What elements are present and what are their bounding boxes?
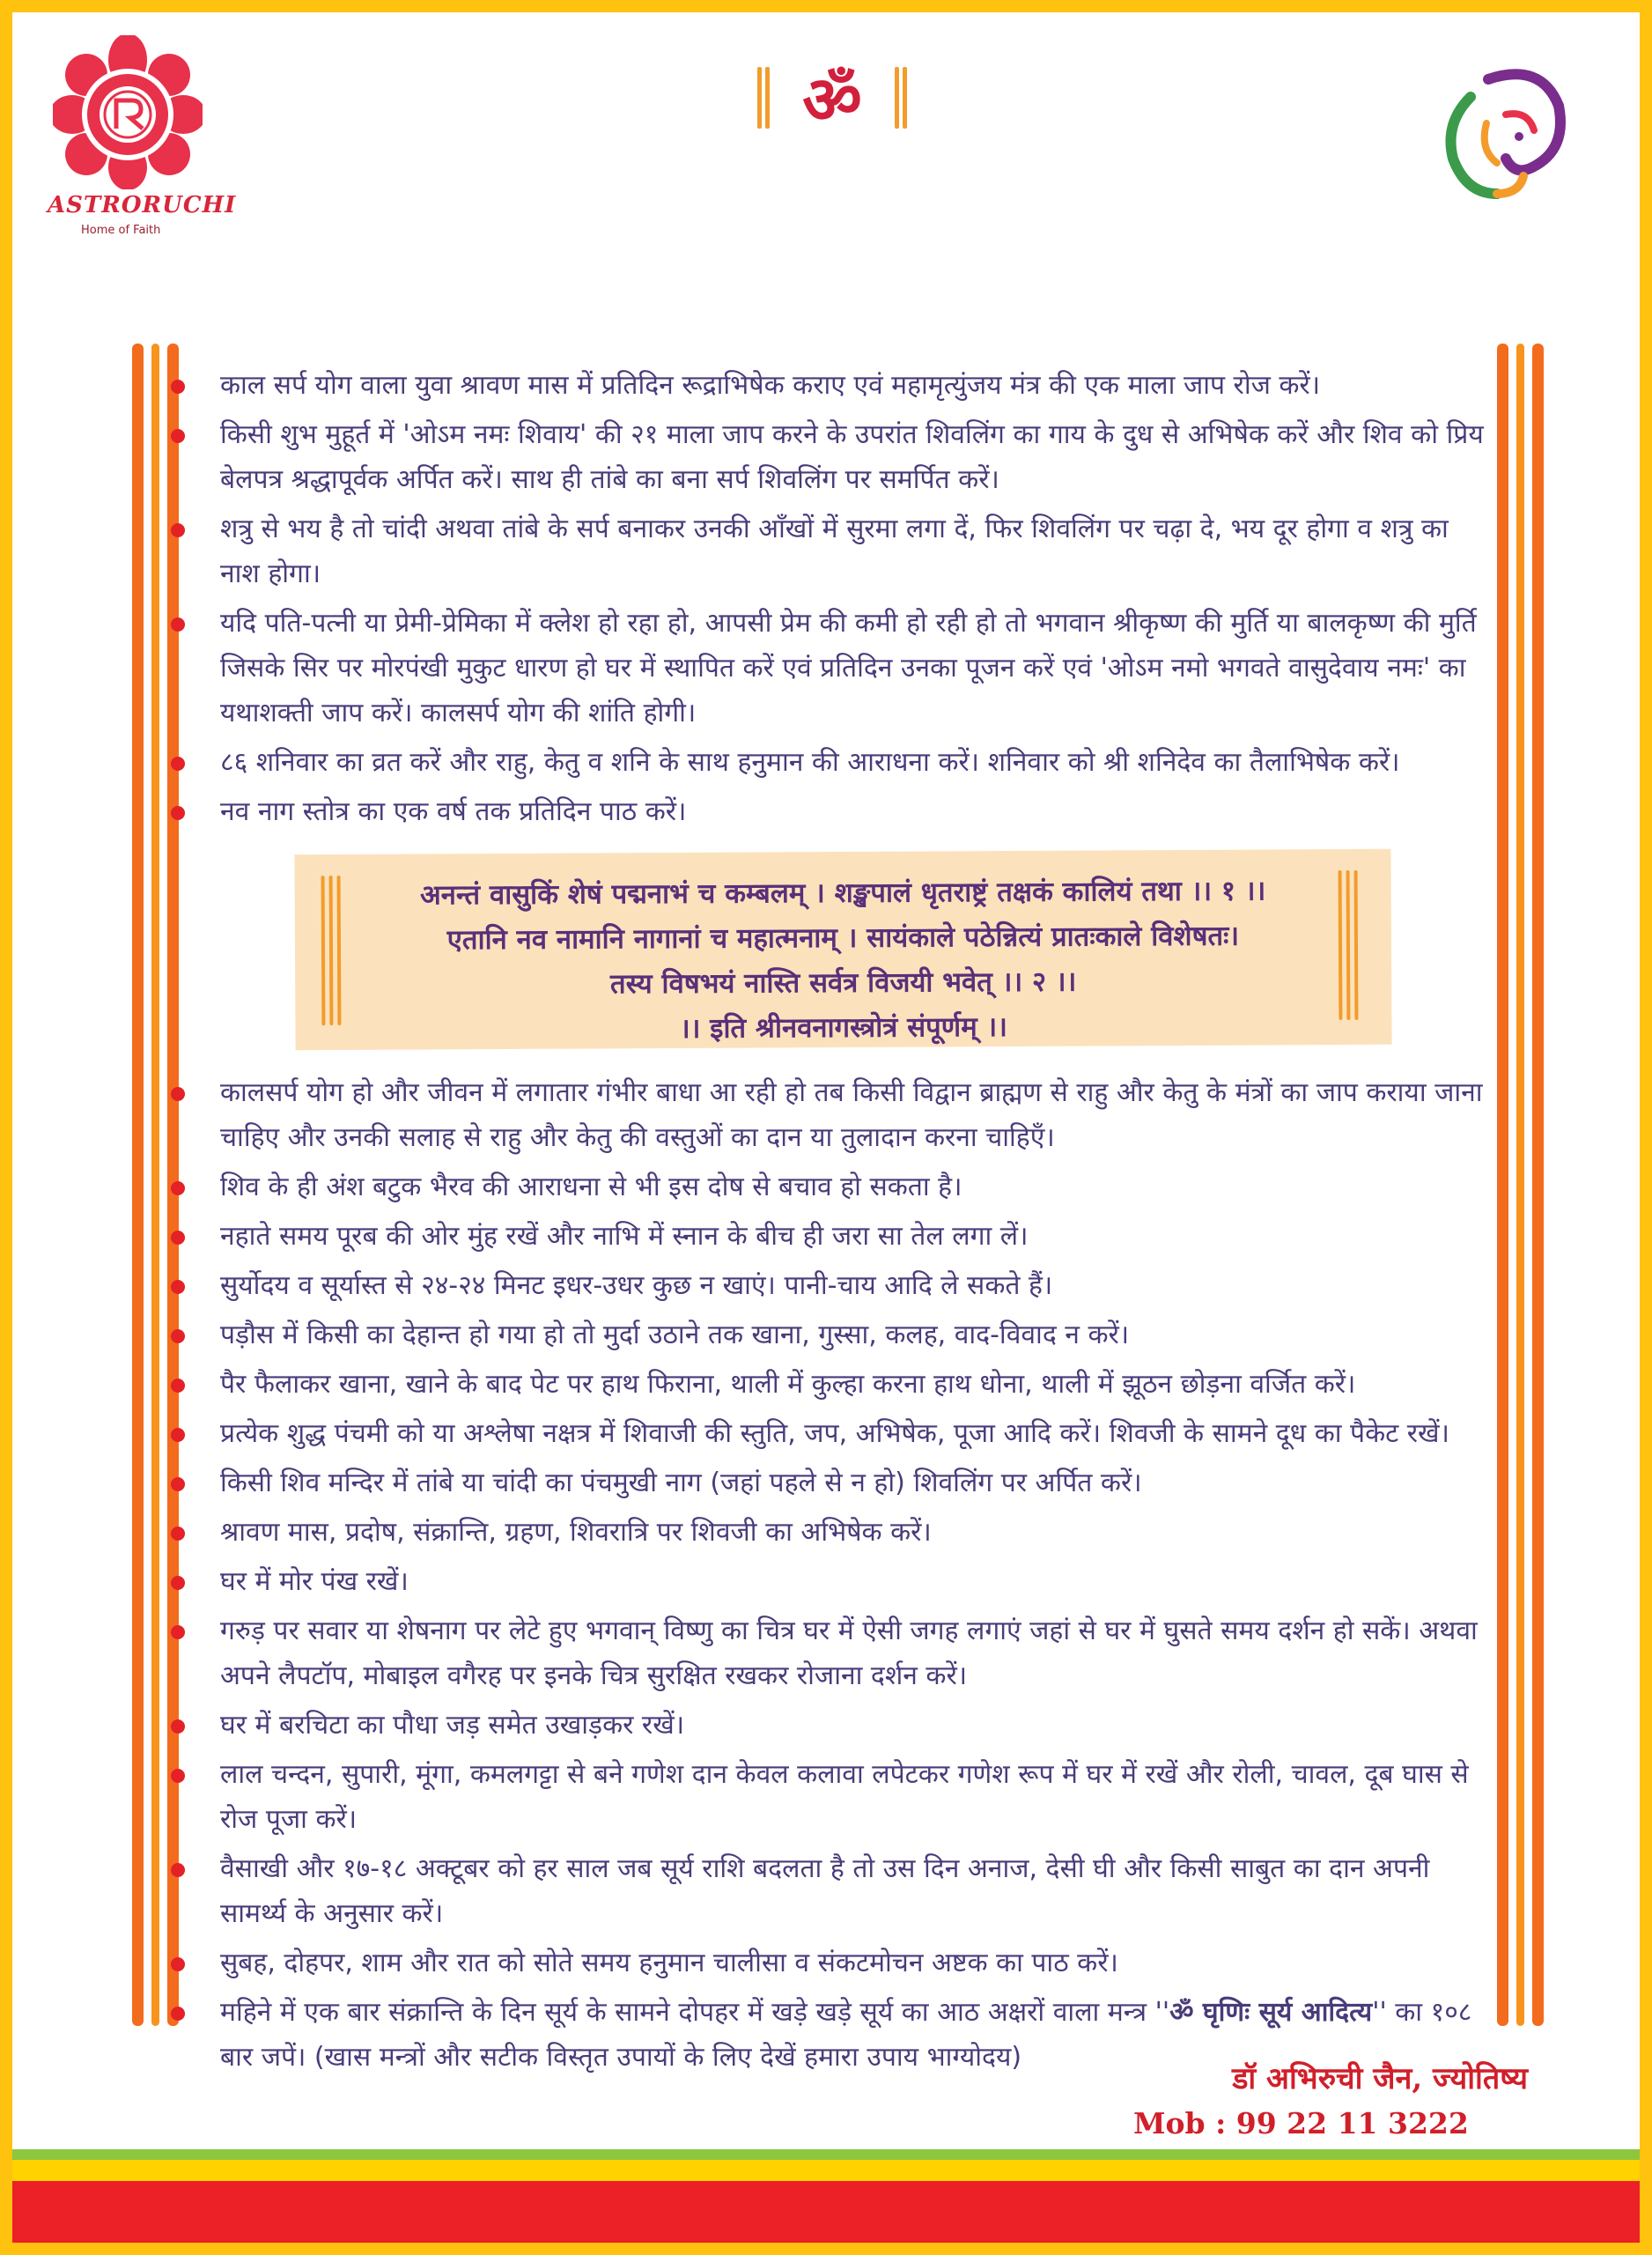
list-item: ८६ शनिवार का व्रत करें और राहु, केतु व शनि के साथ हनुमान की आराधना करें। शनिवार को श्री शनिदेव का तैलाभिषेक करें। [167, 740, 1488, 785]
right-border-stripes [1497, 344, 1550, 2026]
list-item: घर में मोर पंख रखें। [167, 1559, 1488, 1604]
footer-green-band [12, 2149, 1640, 2160]
list-item: गरुड़ पर सवार या शेषनाग पर लेटे हुए भगवान् विष्णु का चित्र घर में ऐसी जगह लगाएं जहां से घर में घुसते समय दर्शन हो सकें। अथवा अपने लैपटॉप, मोबाइल वगैरह पर इनके चित्र सुरक्षित रखकर रोजाना दर्शन करें। [167, 1608, 1488, 1698]
astroruchi-logo [46, 35, 237, 242]
stotra-right-bars [1339, 870, 1366, 1020]
stotra-line: अनन्तं वासुकिं शेषं पद्मनाभं च कम्बलम् । शङ्खपालं धृतराष्ट्रं तक्षकं कालियं तथा ।। १ ।। [419, 875, 1266, 912]
om-right-bar [895, 67, 899, 129]
list-item: शत्रु से भय है तो चांदी अथवा तांबे के सर्प बनाकर उनकी आँखों में सुरमा लगा दें, फिर शिवलिंग पर चढ़ा दे, भय दूर होगा व शत्रु का नाश होगा। [167, 506, 1488, 596]
list-item: किसी शुभ मुहूर्त में 'ओऽम नमः शिवाय' की २१ माला जाप करने के उपरांत शिवलिंग का गाय के दुध से अभिषेक करें और शिव को प्रिय बेलपत्र श्रद्धापूर्वक अर्पित करें। साथ ही तांबे का बना सर्प शिवलिंग पर समर्पित करें। [167, 412, 1488, 502]
list-item: वैसाखी और १७-१८ अक्टूबर को हर साल जब सूर्य राशि बदलता है तो उस दिन अनाज, देसी घी और किसी साबुत का दान अपनी सामर्थ्य के अनुसार करें। [167, 1846, 1488, 1936]
mantra-intro: महिने में एक बार संक्रान्ति के दिन सूर्य के सामने दोपहर में खड़े खड़े सूर्य का आठ अक्षरों वाला मन्त्र '' [220, 1997, 1170, 2028]
list-item: नव नाग स्तोत्र का एक वर्ष तक प्रतिदिन पाठ करें। [167, 789, 1488, 834]
list-item: नहाते समय पूरब की ओर मुंह रखें और नाभि में स्नान के बीच ही जरा सा तेल लगा लें। [167, 1214, 1488, 1259]
om-left-bar-2 [765, 67, 770, 129]
footer-yellow-band [12, 2160, 1640, 2181]
list-item: प्रत्येक शुद्ध पंचमी को या अश्लेषा नक्षत्र में शिवाजी की स्तुति, जप, अभिषेक, पूजा आदि करें। शिवजी के सामने दूध का पैकेट रखें। [167, 1411, 1488, 1456]
list-item: यदि पति-पत्नी या प्रेमी-प्रेमिका में क्लेश हो रहा हो, आपसी प्रेम की कमी हो रही हो तो भगवान श्रीकृष्ण की मुर्ति या बालकृष्ण की मुर्ति जिसके सिर पर मोरपंखी मुकुट धारण हो घर में स्थापित करें एवं प्रतिदिन उनका पूजन करें एवं 'ओऽम नमो भगवते वासुदेवाय नमः' का यथाशक्ती जाप करें। कालसर्प योग की शांति होगी। [167, 601, 1488, 736]
list-item: सुबह, दोहपर, शाम और रात को सोते समय हनुमान चालीसा व संकटमोचन अष्टक का पाठ करें। [167, 1941, 1488, 1985]
list-item: कालसर्प योग हो और जीवन में लगातार गंभीर बाधा आ रही हो तब किसी विद्वान ब्राह्मण से राहु और केतु के मंत्रों का जाप कराया जाना चाहिए और उनकी सलाह से राहु और केतु की वस्तुओं का दान या तुलादान करना चाहिएँ। [167, 1070, 1488, 1160]
author-signature [1132, 2057, 1528, 2147]
stotra-left-bars [321, 876, 349, 1025]
mantra-outro: '' का १०८ बार जपें। (खास मन्त्रों और सटीक विस्तृत उपायों के लिए देखें हमारा उपाय भाग्योदय) [220, 1997, 1472, 2073]
list-item: पड़ौस में किसी का देहान्त हो गया हो तो मुर्दा उठाने तक खाना, गुस्सा, कलह, वाद-विवाद न करें। [167, 1312, 1488, 1357]
remedies-content [167, 363, 1488, 2084]
nav-naag-stotra-box [294, 849, 1391, 1051]
remedies-list-bottom [167, 1070, 1488, 2080]
surya-mantra: ॐ घृणिः सूर्य आदित्य [1169, 1997, 1373, 2028]
list-item: श्रावण मास, प्रदोष, संक्रान्ति, ग्रहण, शिवरात्रि पर शिवजी का अभिषेक करें। [167, 1510, 1488, 1555]
logo-tagline: Home of Faith [81, 224, 161, 237]
stotra-line: एतानि नव नामानि नागानां च महात्मनाम् । सायंकाले पठेन्नित्यं प्रातःकाले विशेषतः। [446, 920, 1240, 957]
list-item: शिव के ही अंश बटुक भैरव की आराधना से भी इस दोष से बचाव हो सकता है। [167, 1164, 1488, 1209]
remedies-list-top [167, 363, 1488, 834]
om-symbol: ॐ [802, 63, 862, 138]
ganesha-icon [1435, 62, 1567, 211]
om-right-bar-2 [903, 67, 907, 129]
logo-name: ASTRORUCHI [48, 192, 237, 218]
lotus-logo-icon [53, 35, 203, 189]
author-mobile: Mob : 99 22 11 3222 [1133, 2106, 1469, 2140]
om-heading [757, 56, 907, 144]
stotra-line: तस्य विषभयं नास्ति सर्वत्र विजयी भवेत् ।। २ ।। [609, 965, 1077, 1001]
list-item: लाल चन्दन, सुपारी, मूंगा, कमलगट्टा से बने गणेश दान केवल कलावा लपेटकर गणेश रूप में घर में रखें और रोली, चावल, दूब घास से रोज पूजा करें। [167, 1752, 1488, 1842]
stotra-line: ।। इति श्रीनवनागस्त्रोत्रं संपूर्णम् ।। [679, 1011, 1008, 1045]
om-left-bar [757, 67, 762, 129]
list-item: सुर्योदय व सूर्यास्त से २४-२४ मिनट इधर-उधर कुछ न खाएं। पानी-चाय आदि ले सकते हैं। [167, 1263, 1488, 1308]
author-name: डॉ अभिरुची जैन, ज्योतिष्य [1232, 2061, 1528, 2096]
footer-red-band [12, 2181, 1640, 2243]
list-item: पैर फैलाकर खाना, खाने के बाद पेट पर हाथ फिराना, थाली में कुल्हा करना हाथ धोना, थाली में झूठन छोड़ना वर्जित करें। [167, 1362, 1488, 1407]
list-item: घर में बरचिटा का पौधा जड़ समेत उखाड़कर रखें। [167, 1703, 1488, 1748]
list-item: काल सर्प योग वाला युवा श्रावण मास में प्रतिदिन रूद्राभिषेक कराए एवं महामृत्युंजय मंत्र की एक माला जाप रोज करें। [167, 363, 1488, 408]
ganesha-logo [1435, 62, 1567, 211]
list-item: किसी शिव मन्दिर में तांबे या चांदी का पंचमुखी नाग (जहां पहले से न हो) शिवलिंग पर अर्पित करें। [167, 1460, 1488, 1505]
